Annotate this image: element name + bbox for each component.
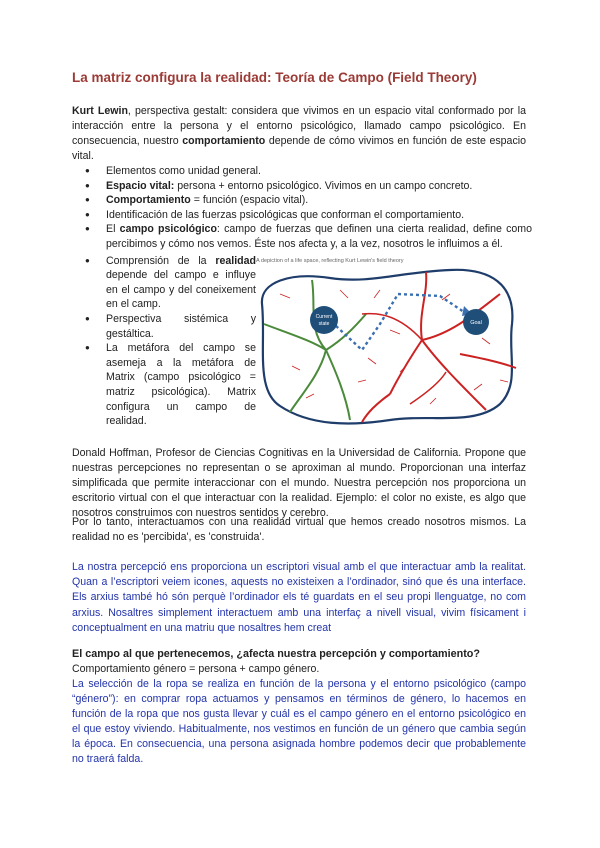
list-item: ● Identificación de las fuerzas psicológicas que conforman el comportamiento. xyxy=(72,208,532,223)
section-heading: El campo al que pertenecemos, ¿afecta nuestra percepción y comportamiento? xyxy=(72,648,480,660)
current-state-node xyxy=(310,306,338,334)
list-item: ● El campo psicológico: campo de fuerzas que definen una cierta realidad, define como percibimos y cómo nos vemos. Éste nos afecta y, a la vez, nosotros le influimos a él. xyxy=(72,222,532,251)
author-name: Kurt Lewin xyxy=(72,105,128,117)
intro-paragraph: Kurt Lewin, perspectiva gestalt: considera que vivimos en un espacio vital conformado por la interacción entre la persona y el entorno psicológico, llamado campo psicológico. En consecuencia, nuestro comportamiento depende de cómo vivimos en función de este espacio vital. xyxy=(72,105,527,162)
life-space-figure xyxy=(250,254,528,430)
goal-label: Goal xyxy=(470,320,482,326)
list-item: ● La metáfora del campo se asemeja a la metáfora de Matrix (campo psicológico = matriz psicológica). Matrix configura un campo de realidad. xyxy=(72,341,256,429)
life-space-diagram xyxy=(250,254,528,430)
list-item: ● Comprensión de la realidad depende del campo e influye en el campo y del coneixement en el camp. xyxy=(72,254,256,312)
list-item: ● Comportamiento = función (espacio vital). xyxy=(72,193,532,208)
gender-paragraph: La selección de la ropa se realiza en función de la persona y el entorno psicológico (campo “género”): en comprar ropa actuamos y pensamos en términos de género, lo hacemos en función de la ropa que nos gusta llevar y cuál es el campo género en el entorno psicológico en el que estoy viviendo. Habitualmente, nos vestimos en función de un género que cambia según la época. En consecuencia, una persona asignada hombre podemos decir que probablemente no traerá falda. xyxy=(72,678,526,765)
gender-formula: Comportamiento género = persona + campo género. xyxy=(72,663,320,675)
current-state-label: state xyxy=(318,321,330,327)
hoffman-conclusion: Por lo tanto, interactuamos con una realidad virtual que hemos creado nosotros mismos. La realidad no es 'percibida', es 'construida'. xyxy=(72,516,526,543)
list-item: ● Perspectiva sistémica y gestáltica. xyxy=(72,312,256,341)
list-item: ● Elementos como unidad general. xyxy=(72,164,532,179)
list-item: ● Espacio vital: persona + entorno psicológico. Vivimos en un campo concreto. xyxy=(72,179,532,194)
life-space-boundary xyxy=(262,270,512,424)
page-title: La matriz configura la realidad: Teoría de Campo (Field Theory) xyxy=(72,70,477,85)
figure-caption: A depiction of a life space, reflecting Kurt Lewin's field theory xyxy=(256,258,404,264)
catalan-paragraph: La nostra percepció ens proporciona un escriptori visual amb el que interactuar amb la realitat. Quan a l’escriptori veiem icones, aquests no existeixen a l’ordinador, sinó que és una interface. Els arxius també hó són perquè l’ordinador els té guardats en el seu propi llenguatge, no com arxius. Nosaltres simplement interactuem amb una interfaç a nivell visual, vivim físicament i conceptualment en una matriu que nosaltres hem creat xyxy=(72,561,526,634)
hoffman-paragraph: Donald Hoffman, Profesor de Ciencias Cognitivas en la Universidad de California. Propone que nuestras percepciones no representan o se aproximan al mundo. Proporcionan una interfaz simplificada que permite interaccionar con el mundo. Nuestra percepción nos proporciona un escritorio virtual con el que interactuar con la realidad. Ejemplo: el color no existe, es algo que nosotros construimos con nuestros sentidos y cerebro. xyxy=(72,447,526,519)
behaviour-term: comportamiento xyxy=(182,135,266,147)
current-state-label: Current xyxy=(315,314,333,320)
